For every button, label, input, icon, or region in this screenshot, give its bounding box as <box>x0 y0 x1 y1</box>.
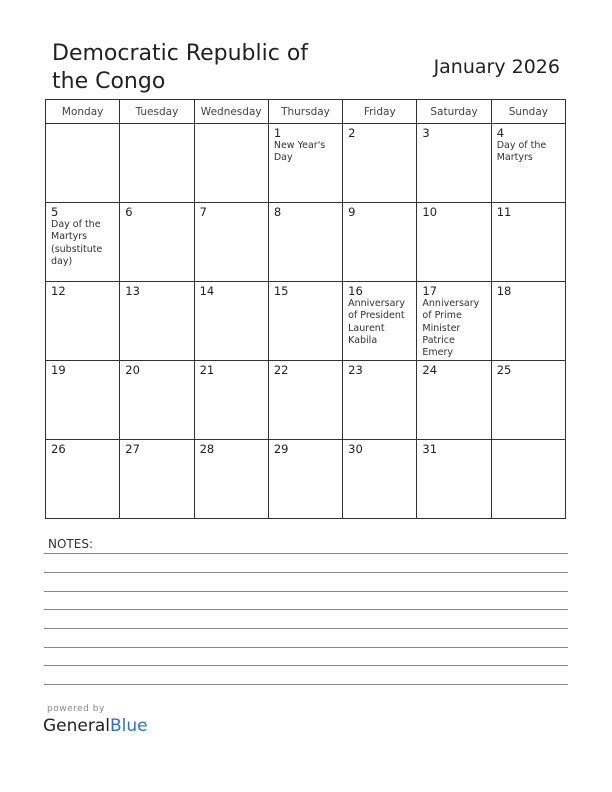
day-number: 3 <box>422 126 430 140</box>
calendar-week-row <box>46 124 566 203</box>
holiday-label: New Year's Day <box>273 140 326 164</box>
day-number: 19 <box>51 363 66 377</box>
calendar-day-cell <box>46 203 120 282</box>
calendar-day-cell <box>46 124 120 203</box>
calendar-day-cell <box>417 124 491 203</box>
note-line <box>44 591 568 592</box>
day-number: 14 <box>199 284 215 298</box>
calendar-month-title: January 2026 <box>433 56 560 78</box>
calendar-day-cell <box>120 361 194 440</box>
day-number: 18 <box>496 284 512 298</box>
calendar-week-row <box>46 282 566 361</box>
holiday-label: Day of the Martyrs (substitute day) <box>51 219 103 267</box>
day-number: 30 <box>348 442 363 456</box>
calendar-day-cell <box>268 440 342 519</box>
day-number: 17 <box>422 284 438 298</box>
calendar-grid <box>45 99 566 519</box>
calendar-day-cell <box>194 124 268 203</box>
calendar-day-cell <box>46 440 120 519</box>
calendar-day-cell <box>491 440 565 519</box>
day-number: 25 <box>496 363 512 377</box>
day-number: 1 <box>273 126 282 140</box>
weekday-header: Friday <box>343 100 417 124</box>
note-line <box>44 553 568 554</box>
day-number: 16 <box>348 284 363 298</box>
calendar-day-cell <box>194 203 268 282</box>
calendar-day-cell <box>417 203 491 282</box>
country-title-line2: the Congo <box>52 69 166 94</box>
calendar-day-cell <box>268 124 342 203</box>
weekday-header: Wednesday <box>194 100 268 124</box>
note-line <box>44 609 568 610</box>
day-number: 23 <box>348 363 363 377</box>
day-number: 21 <box>199 363 215 377</box>
calendar-day-cell <box>194 361 268 440</box>
calendar-week-row <box>46 203 566 282</box>
day-number: 31 <box>422 442 438 456</box>
calendar-day-cell <box>194 282 268 361</box>
calendar-day-cell <box>120 282 194 361</box>
day-number: 15 <box>273 284 289 298</box>
calendar-week-row <box>46 440 566 519</box>
calendar-day-cell <box>194 440 268 519</box>
note-line <box>44 684 568 685</box>
calendar-day-cell <box>417 282 491 361</box>
calendar-day-cell <box>46 361 120 440</box>
day-number: 9 <box>348 205 356 219</box>
calendar-day-cell <box>343 282 417 361</box>
day-number: 7 <box>199 205 207 219</box>
calendar-country-title <box>52 40 352 96</box>
day-number: 6 <box>125 205 133 219</box>
day-number: 4 <box>496 126 505 140</box>
calendar-week-row <box>46 361 566 440</box>
day-number: 11 <box>496 205 512 219</box>
powered-by-text: powered by <box>47 704 105 714</box>
note-line <box>44 628 568 629</box>
calendar-day-cell <box>343 361 417 440</box>
calendar-day-cell <box>343 203 417 282</box>
brand-general: General <box>43 716 110 736</box>
country-title-line1: Democratic Republic of <box>52 41 309 66</box>
holiday-label: Anniversary of Prime Minister Patrice Emery <box>422 298 480 359</box>
day-number: 13 <box>125 284 140 298</box>
calendar-day-cell <box>491 124 565 203</box>
day-number: 27 <box>125 442 140 456</box>
day-number: 28 <box>199 442 215 456</box>
day-number: 10 <box>422 205 438 219</box>
day-number: 22 <box>273 363 289 377</box>
calendar-day-cell <box>120 124 194 203</box>
calendar-day-cell <box>120 203 194 282</box>
day-number: 5 <box>51 205 59 219</box>
weekday-header: Thursday <box>268 100 342 124</box>
day-number: 20 <box>125 363 140 377</box>
weekday-header-row <box>46 100 566 124</box>
weekday-header: Monday <box>46 100 120 124</box>
day-number: 8 <box>273 205 282 219</box>
day-number: 24 <box>422 363 438 377</box>
weekday-header: Sunday <box>491 100 565 124</box>
calendar-day-cell <box>120 440 194 519</box>
holiday-label: Anniversary of President Laurent Kabila <box>348 298 405 346</box>
calendar-day-cell <box>491 361 565 440</box>
day-number: 26 <box>51 442 66 456</box>
weekday-header: Saturday <box>417 100 491 124</box>
calendar-day-cell <box>491 282 565 361</box>
generalblue-logo[interactable] <box>43 716 148 736</box>
holiday-label: Day of the Martyrs <box>496 140 547 164</box>
notes-label: NOTES: <box>48 537 93 551</box>
calendar-day-cell <box>417 440 491 519</box>
calendar-day-cell <box>417 361 491 440</box>
calendar-day-cell <box>268 361 342 440</box>
note-line <box>44 572 568 573</box>
calendar-day-cell <box>268 203 342 282</box>
note-line <box>44 647 568 648</box>
brand-blue: Blue <box>110 716 148 736</box>
day-number: 12 <box>51 284 66 298</box>
calendar-day-cell <box>343 124 417 203</box>
calendar-day-cell <box>491 203 565 282</box>
day-number: 29 <box>273 442 289 456</box>
note-line <box>44 665 568 666</box>
weekday-header: Tuesday <box>120 100 194 124</box>
day-number: 2 <box>348 126 356 140</box>
calendar-day-cell <box>268 282 342 361</box>
calendar-day-cell <box>46 282 120 361</box>
calendar-day-cell <box>343 440 417 519</box>
